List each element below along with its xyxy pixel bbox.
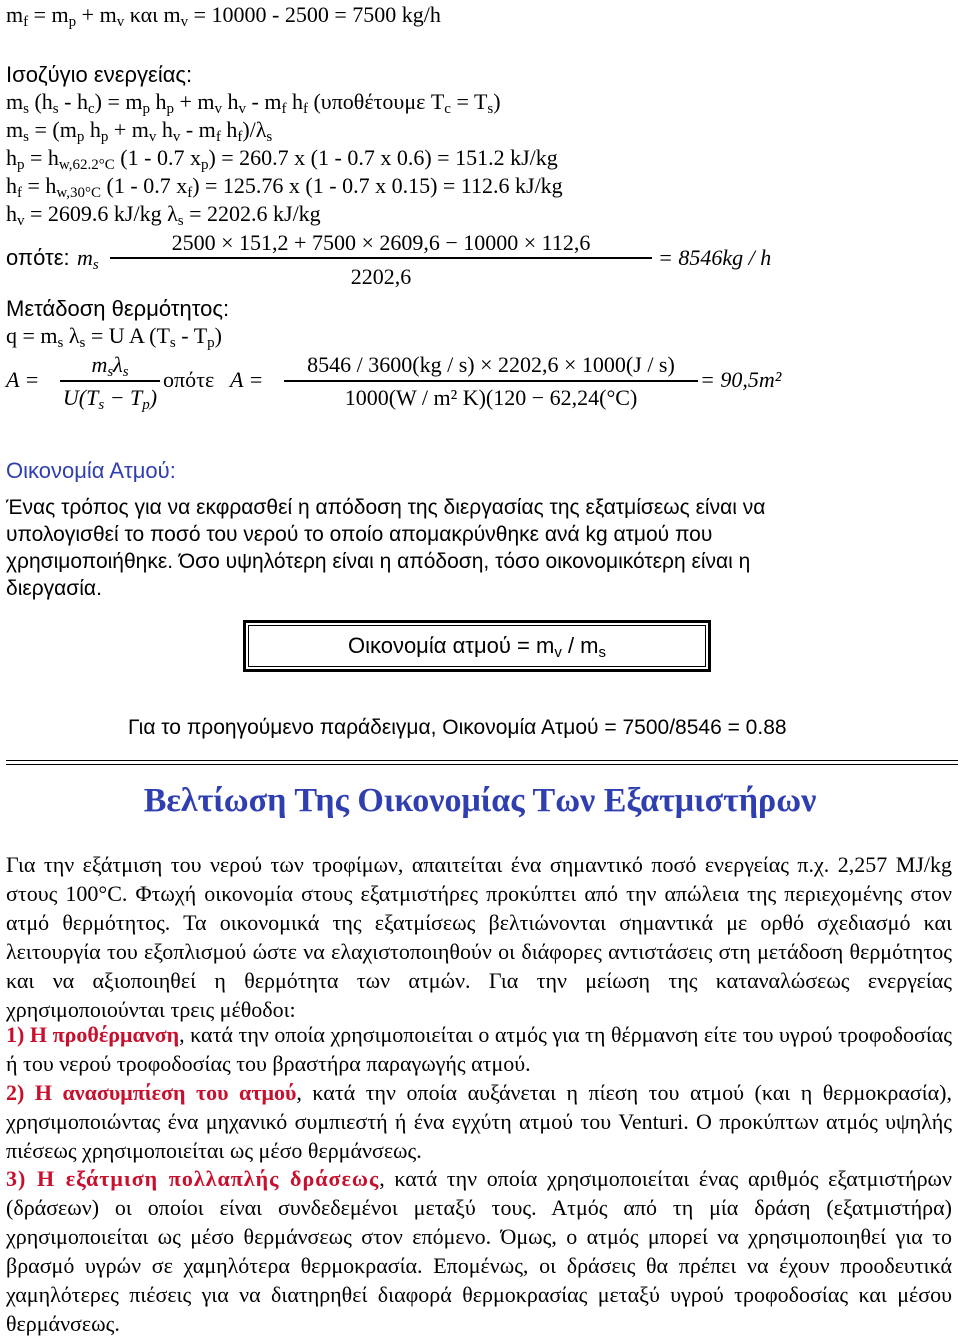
- fraction-variable: $m_s$: [77, 245, 99, 273]
- steam-economy-example: Για το προηγούμενο παράδειγμα, Οικονομία Ατμού = 7500/8546 = 0.88: [128, 716, 787, 739]
- mass-balance-line: $m_f = m_p + m_v$ και $m_v = 10000 - 2500 = 7500$ kg/h: [6, 2, 441, 30]
- method-3: 3) Η εξάτμιση πολλαπλής δράσεως, κατά την οποία χρησιμοποιείται ένας αριθμός εξατμιστήρων (δράσεων) οι οποίοι είναι συνδεδεμένοι μεταξύ τους. Ατμός από τη μία δράση (εξατμιστήρα) χρησιμοποιείται ως μέσο θερμάνσεως στον επόμενο. Όμως, ο ατμός μπορεί να χρησιμοποιηθεί για το βρασμό υγρών σε χαμηλότερα θερμοκρασία. Επομένως, οι δράσεις θα πρέπει να έχουν προοδευτικά χαμηλότερες πιέσεις για να διατηρηθεί διαφορά θερμοκρασίας μεταξύ υγρού τροφοδοσίας και μέσου θερμάνσεως.: [6, 1166, 952, 1336]
- area2-result: = 90,5m²: [700, 367, 782, 392]
- steam-economy-title: Οικονομία Ατμού:: [6, 458, 176, 483]
- energy-eq-4: $h_f = h_{w,30^\circ C}$ (1 - 0.7 $x_f) = 125.76$ x (1 - 0.7 x 0.15) = 112.6 kJ/kg: [6, 173, 563, 201]
- method-1: 1) Η προθέρμανση, κατά την οποία χρησιμοποιείται ο ατμός για τη θέρμανση είτε του υγρού τροφοδοσίας ή του νερού τροφοδοσίας του βραστήρα παραγωγής ατμού.: [6, 1022, 952, 1076]
- method-3-label: 3) Η εξάτμιση πολλαπλής δράσεως: [6, 1166, 380, 1191]
- steam-economy-paragraph: Ένας τρόπος για να εκφρασθεί η απόδοση της διεργασίας της εξατμίσεως είναι να υπολογισθεί το ποσό του νερού το οποίο απομακρύνθηκε ανά kg ατμού που χρησιμοποιήθηκε. Όσο υψηλότερη είναι η απόδοση, τόσο οικονομικότερη είναι η διεργασία.: [6, 496, 766, 600]
- area-numerator: $m_s\lambda_s$: [91, 352, 129, 380]
- fraction-numerator: 2500 × 151,2 + 7500 × 2609,6 − 10000 × 112,6: [171, 230, 591, 255]
- section-divider: [6, 760, 958, 765]
- energy-eq-1: $m_s$ $(h_s - h_c) = m_p$ $h_p + m_v$ $h_v - m_f$ $h_f$ (υποθέτουμε $T_c = T_s$): [6, 89, 501, 117]
- method-2-label: 2) Η ανασυμπίεση του ατμού: [6, 1080, 297, 1105]
- energy-eq-5: $h_v = 2609.6$ kJ/kg $\lambda_s = 2202.6$ kJ/kg: [6, 201, 321, 229]
- area-fraction-bar: [60, 380, 160, 382]
- steam-economy-formula-box: Οικονομία $\alpha\tau\mu oύ = m_v / m_s$: [243, 620, 711, 672]
- method-1-label: 1) Η προθέρμανση: [6, 1022, 180, 1047]
- area2-denominator: 1000(W / m² K)(120 − 62,24(°C): [344, 385, 638, 410]
- energy-eq-2: $m_s = (m_p$ $h_p + m_v$ $h_v - m_f$ $h_f)/\lambda_s$: [6, 117, 273, 145]
- improvement-title: Βελτίωση Της Οικονομίας Των Εξατμιστήρων: [143, 782, 817, 819]
- area-lhs: A =: [6, 367, 40, 392]
- heat-transfer-eq: $q = m_s$ $\lambda_s = U$ A $(T_s - T_p)$: [6, 323, 222, 351]
- area2-fraction-bar: [284, 380, 698, 382]
- method-2: 2) Η ανασυμπίεση του ατμού, κατά την οποία αυξάνεται η πίεση του ατμού (και η θερμοκρασία), χρησιμοποιώντας ένα μηχανικό συμπιεστή ή ένα εγχύτη ατμού του Venturi. Ο προκύπτων ατμός υψηλής πιέσεως χρησιμοποιείται ως μέσο θερμάνσεως.: [6, 1080, 952, 1163]
- energy-eq-3: $h_p = h_{w,62.2^\circ C}$ (1 - 0.7 $x_p) = 260.7$ x (1 - 0.7 x 0.6) = 151.2 kJ/kg: [6, 145, 558, 173]
- fraction-denominator: 2202,6: [350, 264, 412, 289]
- area2-lhs: A =: [230, 367, 264, 392]
- heat-transfer-title: Μετάδοση θερμότητος:: [6, 296, 230, 321]
- area-denominator: $U(T_s - T_p)$: [62, 385, 158, 413]
- area2-numerator: 8546 / 3600(kg / s) × 2202,6 × 1000(J / s): [307, 352, 675, 377]
- fraction-bar: [110, 257, 652, 259]
- energy-balance-title: Ισοζύγιο ενεργείας:: [6, 62, 193, 87]
- fraction-label: οπότε:: [6, 245, 70, 270]
- fraction-result: = 8546kg / h: [658, 245, 772, 270]
- area-then: οπότε: [163, 367, 215, 392]
- improvement-intro: Για την εξάτμιση του νερού των τροφίμων, απαιτείται ένα σημαντικό ποσό ενεργείας π.χ. 2,257 MJ/kg στους 100°C. Φτωχή οικονομία στους εξατμιστήρες προκύπτει από την απώλεια της περιεχομένης στον ατμό θερμότητος. Τα οικονομικά της εξατμίσεως βελτιώνονται σημαντικά με ορθό σχεδιασμό και λειτουργία του εξοπλισμού ώστε να ελαχιστοποιηθούν οι διάφορες αντιστάσεις στη μετάδοση θερμότητος και να αξιοποιηθεί η θερμότητα των ατμών. Για την μείωση της καταναλώσεως ενεργείας χρησιμοποιούνται τρεις μέθοδοι:: [6, 852, 952, 1022]
